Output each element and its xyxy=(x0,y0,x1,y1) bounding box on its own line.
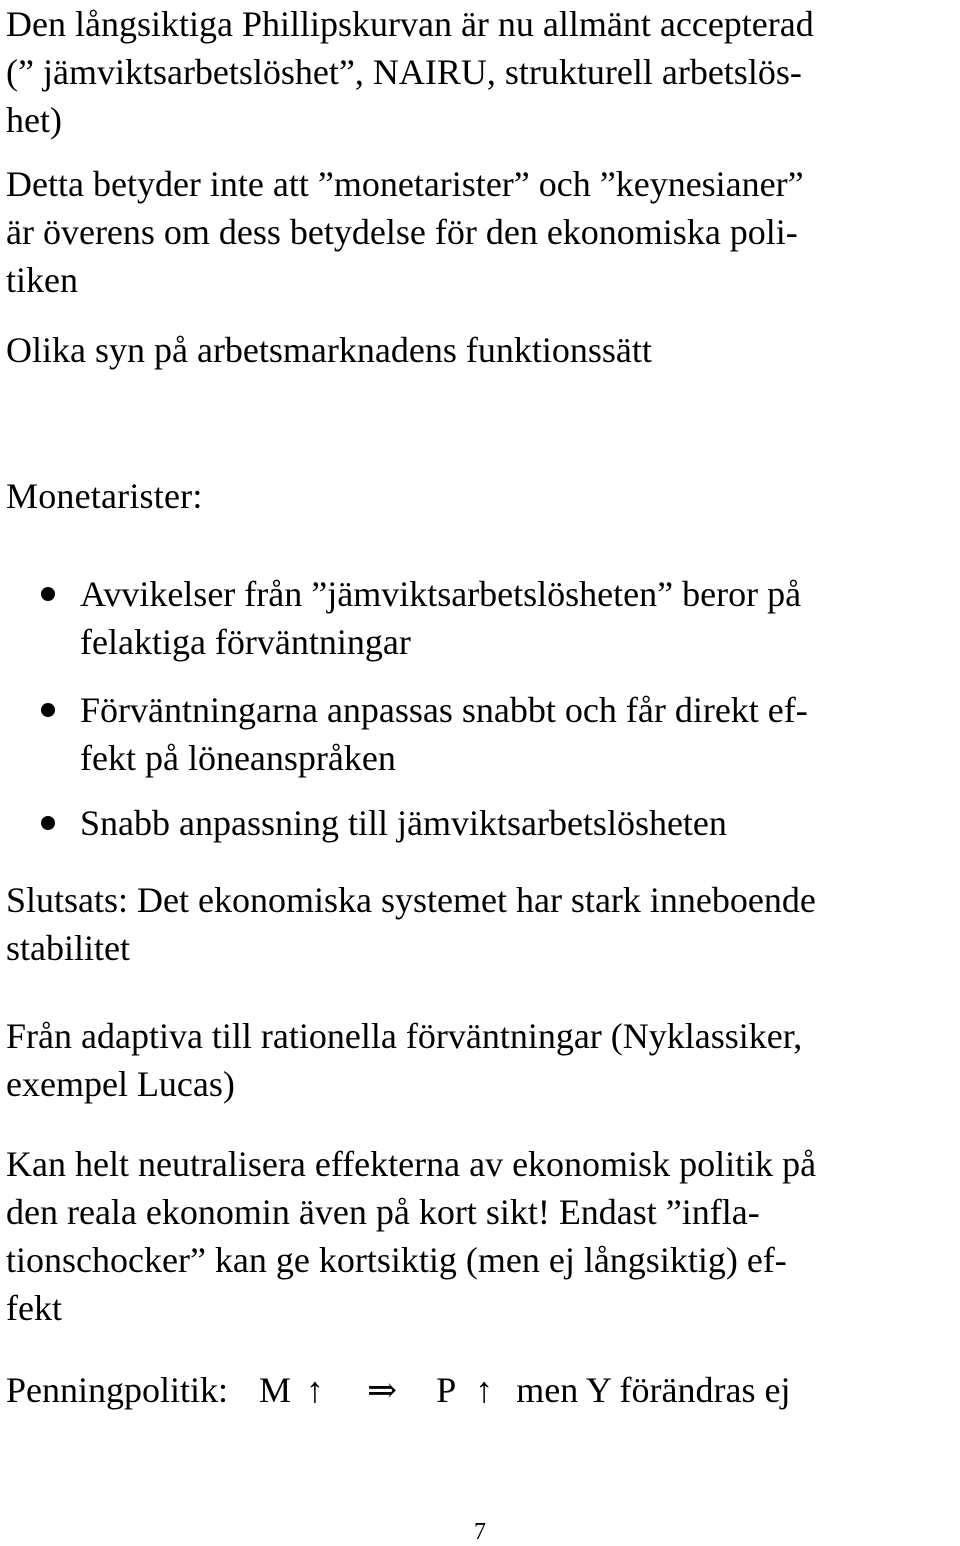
text-line: Snabb anpassning till jämviktsarbetslösheten xyxy=(80,803,727,843)
bullet-text xyxy=(80,570,801,666)
text-line: Slutsats: Det ekonomiska systemet har stark inneboende xyxy=(6,880,816,920)
paragraph-expectations xyxy=(6,1012,956,1108)
text-line: (” jämviktsarbetslöshet”, NAIRU, strukturell arbetslös- xyxy=(6,52,802,92)
price-symbol: P xyxy=(436,1370,457,1410)
formula-conclusion: men Y förändras ej xyxy=(516,1370,791,1410)
bullet-icon xyxy=(41,587,55,601)
text-line: Den långsiktiga Phillipskurvan är nu allmänt accepterad xyxy=(6,4,814,44)
money-symbol: M xyxy=(259,1370,292,1410)
text-line: het) xyxy=(6,100,62,140)
text-line: tionschocker” kan ge kortsiktig (men ej långsiktig) ef- xyxy=(6,1240,787,1280)
page-number: 7 xyxy=(474,1519,486,1545)
text-line: Från adaptiva till rationella förväntningar (Nyklassiker, xyxy=(6,1016,803,1056)
text-line: fekt på löneanspråken xyxy=(80,738,396,778)
text-line: tiken xyxy=(6,260,78,300)
paragraph-phillips-curve xyxy=(6,0,956,144)
paragraph-disagreement xyxy=(6,160,956,304)
text-line: Kan helt neutralisera effekterna av ekonomisk politik på xyxy=(6,1144,817,1184)
text-line: fekt xyxy=(6,1288,62,1328)
text-line: den reala ekonomin även på kort sikt! Endast ”infla- xyxy=(6,1192,760,1232)
text-line: Avvikelser från ”jämviktsarbetslösheten” beror på xyxy=(80,574,802,614)
text-line: är överens om dess betydelse för den ekonomiska poli- xyxy=(6,212,798,252)
up-arrow-icon: ↑ xyxy=(306,1370,325,1410)
text-line: Detta betyder inte att ”monetarister” och ”keynesianer” xyxy=(6,164,804,204)
bullet-text xyxy=(80,799,727,847)
implies-arrow-icon: ⇒ xyxy=(367,1370,398,1410)
text-line: stabilitet xyxy=(6,928,130,968)
text-line: Förväntningarna anpassas snabbt och får direkt ef- xyxy=(80,690,808,730)
text-line: Olika syn på arbetsmarknadens funktionssätt xyxy=(6,330,652,370)
paragraph-labor-market xyxy=(6,326,956,374)
formula-label: Penningpolitik: xyxy=(6,1370,229,1410)
monetary-policy-formula xyxy=(6,1366,790,1414)
bullet-icon xyxy=(41,816,55,830)
bullet-icon xyxy=(41,703,55,717)
text-line: exempel Lucas) xyxy=(6,1064,235,1104)
section-heading xyxy=(6,472,956,520)
up-arrow-icon: ↑ xyxy=(475,1370,494,1410)
bullet-text xyxy=(80,686,808,782)
paragraph-neutralize xyxy=(6,1140,956,1332)
paragraph-conclusion xyxy=(6,876,956,972)
heading-text: Monetarister: xyxy=(6,476,203,516)
text-line: felaktiga förväntningar xyxy=(80,622,411,662)
